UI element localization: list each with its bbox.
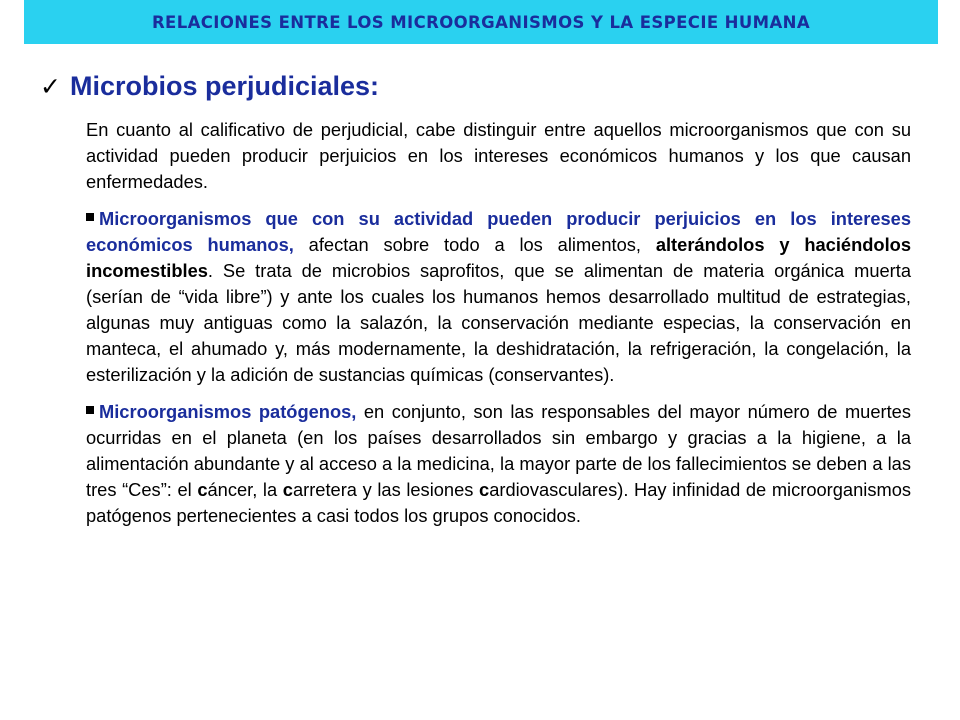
- bullet-emphasis: alterándolos y haciéndolos incomestibles: [86, 234, 912, 281]
- bullet-text: . Se trata de microbios saprofitos, que se alimentan de materia orgánica muerta (serían de “vida libre”) y ante los cuales los humanos hemos desarrollado multitud de estrategias, algunas muy antiguas como la salazón, la conservación mediante especias, la conservación en manteca, el ahumado y, más modernamente, la deshidratación, la refrigeración, la congelación, la esterilización y la adición de sustancias químicas (conservantes).: [86, 260, 911, 385]
- intro-paragraph: En cuanto al calificativo de perjudicial, cabe distinguir entre aquellos microorganismos que con su actividad pueden producir perjuicios en los intereses económicos humanos y los que causan enfermedades.: [86, 119, 911, 192]
- square-bullet-icon: [86, 406, 94, 414]
- bullet-text: áncer, la: [207, 479, 283, 500]
- section-heading-title: Microbios perjudiciales:: [69, 70, 380, 101]
- bullet-text: ardiovasculares). Hay infinidad de microorganismos patógenos pertenecientes a casi todos los grupos conocidos.: [86, 479, 912, 526]
- bullet-item-economic: [86, 206, 911, 388]
- check-icon: ✓: [40, 71, 61, 101]
- bullet-lead-pathogens: Microorganismos patógenos,: [99, 401, 357, 422]
- bold-letter-c: c: [479, 479, 490, 500]
- square-bullet-icon: [86, 213, 94, 221]
- bullet-text: afectan sobre todo a los alimentos,: [293, 234, 656, 255]
- bullet-lead-economic: Microorganismos que con su actividad pueden producir perjuicios en los intereses económicos humanos,: [86, 208, 911, 255]
- bullet-item-pathogens: [86, 399, 911, 529]
- bold-letter-c: c: [197, 479, 208, 500]
- content-body: [86, 117, 911, 529]
- section-heading: [40, 66, 379, 106]
- bold-letter-c: c: [282, 479, 293, 500]
- bullet-text: arretera y las lesiones: [292, 479, 480, 500]
- title-banner: [24, 0, 938, 44]
- bullet-text: en conjunto, son las responsables del mayor número de muertes ocurridas en el planeta (en los países desarrollados sin embargo y gracias a la higiene, a la alimentación abundante y al acceso a la medicina, la mayor parte de los fallecimientos se deben a las tres “Ces”: el: [86, 401, 911, 500]
- banner-title: RELACIONES ENTRE LOS MICROORGANISMOS Y LA ESPECIE HUMANA: [151, 12, 811, 32]
